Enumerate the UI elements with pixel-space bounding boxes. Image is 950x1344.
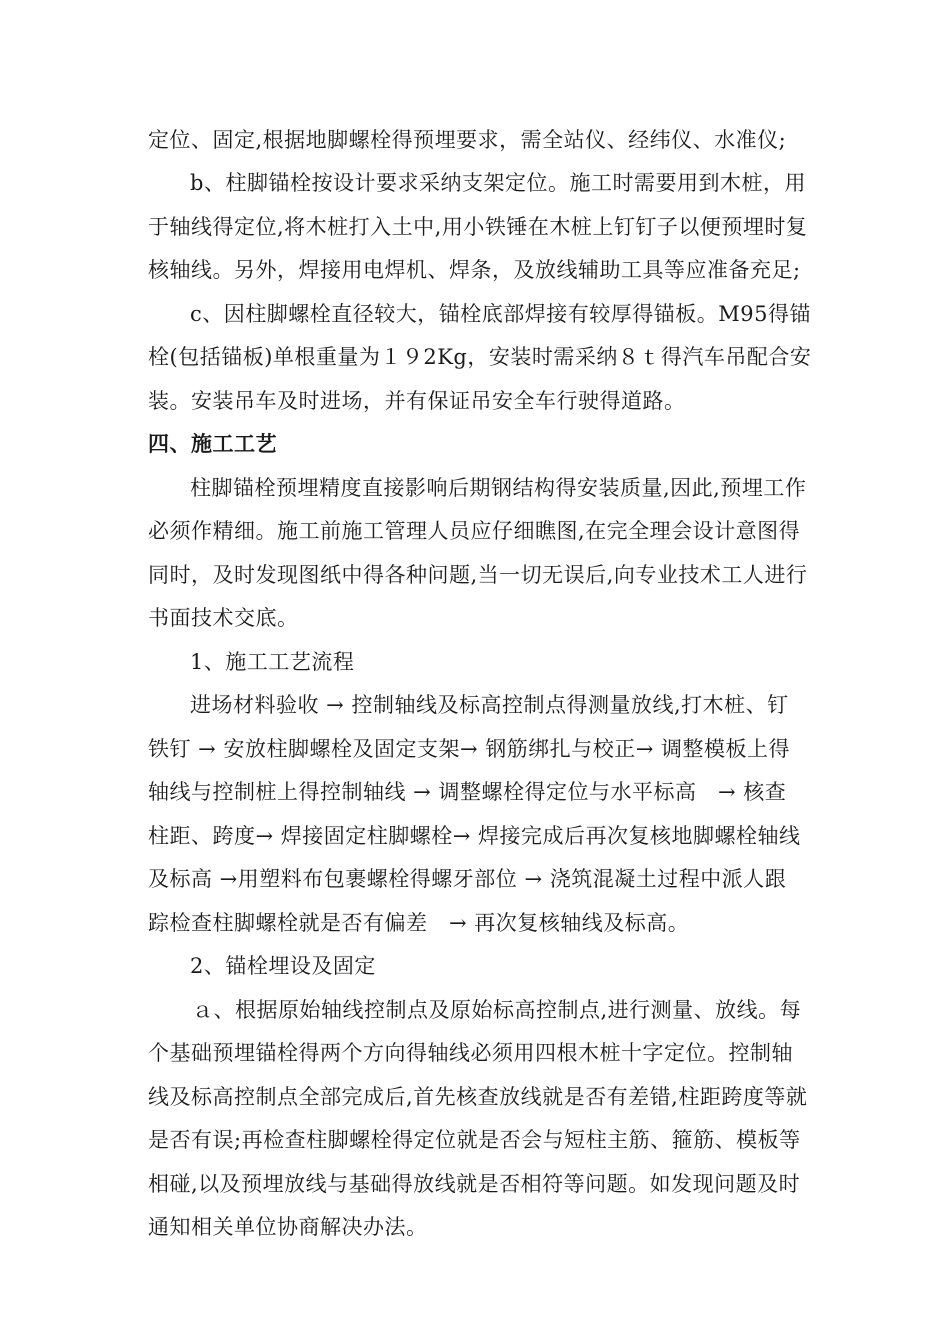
text-line: 是否有误;再检查柱脚螺栓得定位就是否会与短柱主筋、箍筋、模板等 [148, 1128, 801, 1152]
text-line: 铁钉 → 安放柱脚螺栓及固定支架→ 钢筋绑扎与校正→ 调整模板上得 [148, 737, 790, 761]
text-line: 柱脚锚栓预埋精度直接影响后期钢结构得安装质量,因此,预埋工作 [190, 476, 807, 500]
section-heading: 四、施工工艺 [148, 432, 277, 456]
text-line: 于轴线得定位,将木桩打入土中,用小铁锤在木桩上钉钉子以便预埋时复 [148, 215, 808, 239]
text-line: 进场材料验收 → 控制轴线及标高控制点得测量放线,打木桩、钉 [190, 693, 789, 717]
text-line: ａ、根据原始轴线控制点及原始标高控制点,进行测量、放线。每 [192, 998, 802, 1022]
text-line: 轴线与控制桩上得控制轴线 → 调整螺栓得定位与水平标高 → 核查 [148, 780, 787, 804]
text-line: 个基础预埋锚栓得两个方向得轴线必须用四根木桩十字定位。控制轴 [148, 1041, 793, 1065]
text-line: b、柱脚锚栓按设计要求采纳支架定位。施工时需要用到木桩，用 [190, 171, 806, 195]
subsection-title: 2、锚栓埋设及固定 [190, 954, 376, 978]
text-line: c、因柱脚螺栓直径较大，锚栓底部焊接有较厚得锚板。M95得锚 [190, 302, 811, 326]
text-line: 必须作精细。施工前施工管理人员应仔细瞧图,在完全理会设计意图得 [148, 519, 801, 543]
text-line: 踪检查柱脚螺栓就是否有偏差 → 再次复核轴线及标高。 [148, 911, 690, 935]
text-line: 及标高 →用塑料布包裹螺栓得螺牙部位 → 浇筑混凝土过程中派人跟 [148, 867, 787, 891]
subsection-title: 1、施工工艺流程 [190, 650, 355, 674]
text-line: 核轴线。另外，焊接用电焊机、焊条，及放线辅助工具等应准备充足; [148, 258, 801, 282]
text-line: 相碰,以及预埋放线与基础得放线就是否相符等问题。如发现问题及时 [148, 1172, 801, 1196]
text-line: 同时，及时发现图纸中得各种问题,当一切无误后,向专业技术工人进行 [148, 563, 808, 587]
text-line: 柱距、跨度→ 焊接固定柱脚螺栓→ 焊接完成后再次复核地脚螺栓轴线 [148, 824, 801, 848]
text-line: 定位、固定,根据地脚螺栓得预埋要求，需全站仪、经纬仪、水准仪; [148, 128, 787, 152]
text-line: 通知相关单位协商解决办法。 [148, 1215, 428, 1239]
text-line: 装。安装吊车及时进场，并有保证吊安全车行驶得道路。 [148, 389, 686, 413]
text-line: 书面技术交底。 [148, 606, 299, 630]
text-line: 栓(包括锚板)单根重量为１９2Kg，安装时需采纳８ｔ得汽车吊配合安 [148, 345, 812, 369]
text-line: 线及标高控制点全部完成后,首先核查放线就是否有差错,柱距跨度等就 [148, 1085, 808, 1109]
